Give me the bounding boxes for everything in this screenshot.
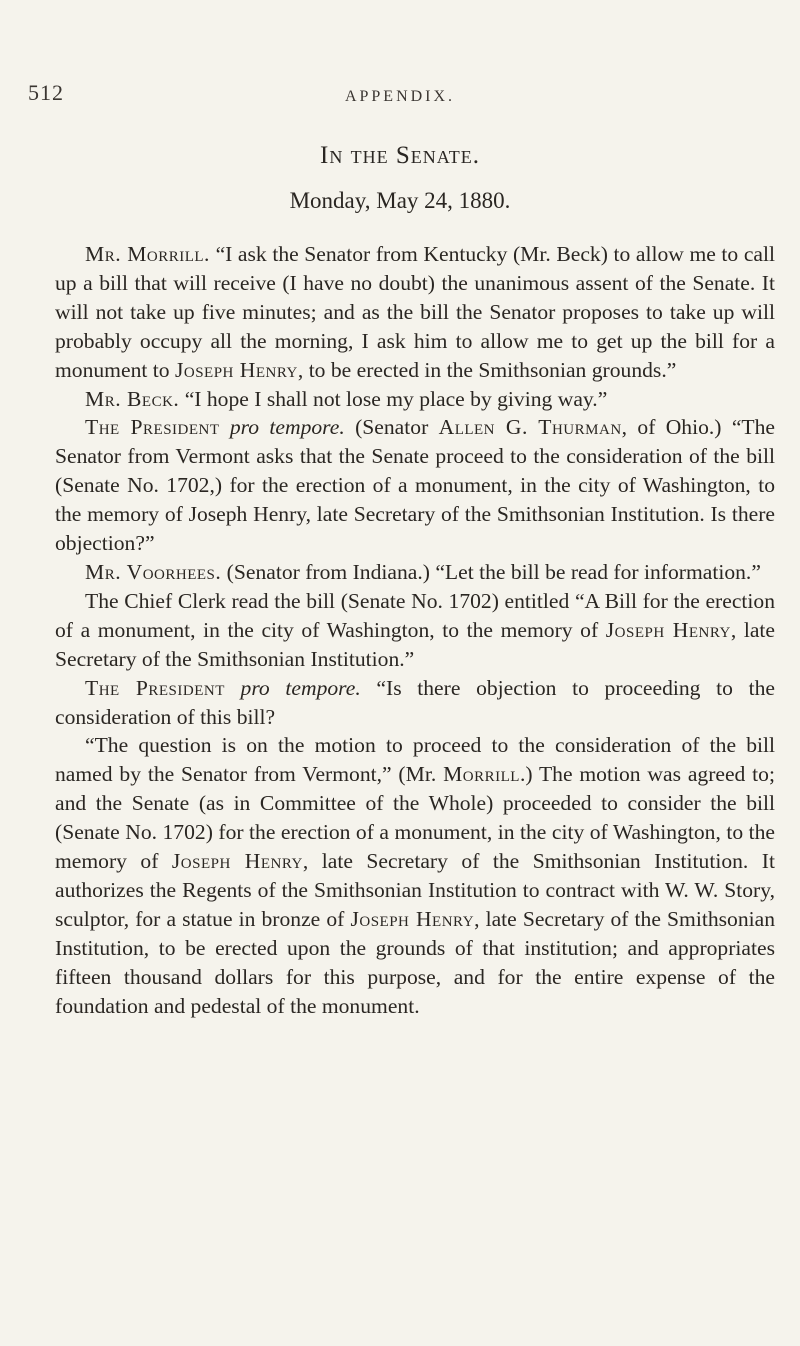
paragraph-voorhees-request [55, 558, 775, 587]
paragraph-text: .) The motion was agreed to; and the Senate (as in Committee of the Whole) proceeded to consider the bill (Senate No. 1702) for the erection of a monument, in the city of Washington, to the memory of [55, 762, 775, 874]
person-name: Joseph Henry [350, 906, 475, 931]
paragraph-text: (Senator from Indiana.) “Let the bill be read for information.” [221, 559, 761, 584]
person-name: Joseph Henry [171, 849, 303, 874]
speaker-name: Mr. Morrill. [85, 242, 210, 266]
speaker-name: The President [85, 415, 220, 440]
paragraph-text: , late Secretary of the Smithsonian Institution.” [55, 617, 776, 671]
paragraph-motion-agreed [55, 731, 775, 1020]
session-date: Monday, May 24, 1880. [289, 188, 511, 213]
paragraph-text: “I hope I shall not lose my place by giving way.” [179, 386, 608, 411]
paragraph-clerk-reading [55, 587, 775, 674]
speaker-name: The President [85, 675, 225, 700]
paragraph-beck-reply [55, 385, 775, 414]
speaker-name: Mr. Beck. [85, 386, 180, 411]
running-head: APPENDIX. [344, 88, 456, 105]
person-name: Morrill [443, 762, 520, 787]
person-name: Allen G. Thurman [438, 415, 622, 440]
speaker-title: pro tempore. [240, 675, 361, 700]
person-name: Joseph Henry [174, 357, 298, 382]
page-number: 512 [28, 80, 64, 105]
speaker-name: Mr. Voorhees. [85, 559, 222, 584]
person-name: Joseph Henry [605, 617, 731, 642]
paragraph-text: , late Secretary of the Smithsonian Institution. It authorizes the Regents of the Smithsonian Institution to contract with W. W. Story, sculptor, for a statue in bronze of [55, 849, 775, 931]
speaker-title: pro tempore. [229, 415, 345, 440]
body-text [55, 240, 775, 1020]
paragraph-text: (Senator [344, 415, 439, 440]
paragraph-text: “The question is on the motion to proceed to the consideration of the bill named by the Senator from Vermont,” (Mr. [55, 733, 775, 787]
paragraph-president-question [55, 413, 775, 558]
paragraph-text: The Chief Clerk read the bill (Senate No. 1702) entitled “A Bill for the erection of a monument, in the city of Washington, to the memory of [55, 588, 775, 642]
paragraph-text: , of Ohio.) “The Senator from Vermont asks that the Senate proceed to the consideration of the bill (Senate No. 1702,) for the erection of a monument, in the city of Washington, to the memory of Joseph Henry, late Secretary of the Smithsonian Institution. Is there objection?” [55, 415, 775, 556]
paragraph-text: “Is there objection to proceeding to the consideration of this bill? [55, 675, 775, 729]
paragraph-morrill-request [55, 240, 775, 385]
paragraph-text: , to be erected in the Smithsonian grounds.” [297, 357, 677, 382]
paragraph-text: , late Secretary of the Smithsonian Institution, to be erected upon the grounds of that institution; and appropriates fifteen thousand dollars for this purpose, and for the entire expense of the foundation and pedestal of the monument. [55, 906, 776, 1018]
paragraph-president-objection [55, 674, 775, 732]
section-heading: In the Senate. [320, 142, 480, 169]
paragraph-text: “I ask the Senator from Kentucky (Mr. Beck) to allow me to call up a bill that will receive (I have no doubt) the unanimous assent of the Senate. It will not take up five minutes; and as the bill the Senator proposes to take up will probably occupy all the morning, I ask him to allow me to get up the bill for a monument to [55, 242, 775, 382]
